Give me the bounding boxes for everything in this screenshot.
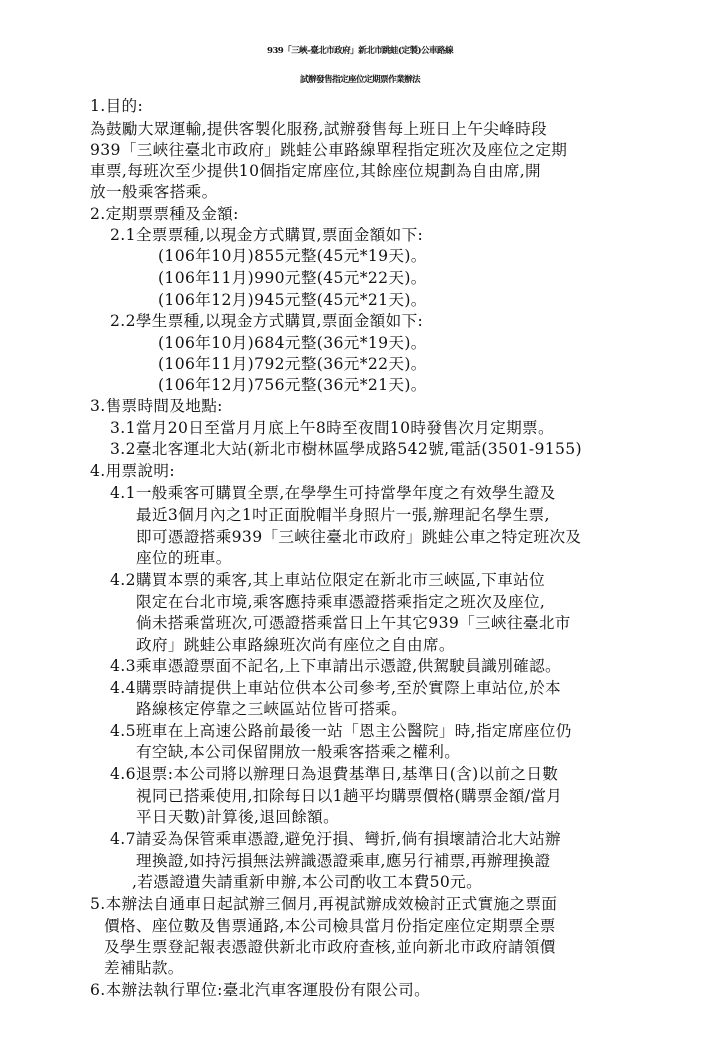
body-line: 差補貼款。	[104, 959, 184, 977]
subsection-3-1: 3.1當月20日至當月月底上午8時至夜間10時發售次月定期票。	[110, 419, 554, 437]
section-3-heading: 3.售票時間及地點:	[90, 397, 223, 415]
body-line: 939「三峽往臺北市政府」跳蛙公車路線單程指定班次及座位之定期	[90, 141, 568, 159]
document-title-line-1: 939「三峽-臺北市政府」新北市跳蛙(定製)公車路線	[267, 46, 453, 56]
body-line: 座位的班車。	[136, 549, 232, 567]
subsection-3-2: 3.2臺北客運北大站(新北市樹林區學成路542號,電話(3501-9155)	[110, 440, 582, 458]
body-line: 價格、座位數及售票通路,本公司檢具當月份指定座位定期票全票	[104, 917, 556, 935]
body-line: 路線核定停靠之三峽區站位皆可搭乘。	[136, 700, 408, 718]
body-line: 放一般乘客搭乘。	[90, 183, 218, 201]
subsection-2-2: 2.2學生票種,以現金方式購買,票面金額如下:	[110, 312, 424, 330]
body-line: 最近3個月內之1吋正面脫帽半身照片一張,辦理記名學生票,	[136, 506, 550, 524]
document-title-line-2: 試辦發售指定座位定期票作業辦法	[300, 75, 420, 85]
section-1-heading: 1.目的:	[90, 97, 144, 115]
body-line: 倘未搭乘當班次,可憑證搭乘當日上午其它939「三峽往臺北市	[136, 614, 571, 632]
fare-item: (106年12月)945元整(45元*21天)。	[158, 291, 427, 309]
section-2-heading: 2.定期票票種及金額:	[90, 205, 239, 223]
fare-item: (106年12月)756元整(36元*21天)。	[158, 376, 427, 394]
subsection-4-7: 4.7請妥為保管乘車憑證,避免汙損、彎折,倘有損壞請洽北大站辦	[110, 830, 562, 848]
section-5-heading: 5.本辦法自通車日起試辦三個月,再視試辦成效檢討正式實施之票面	[90, 895, 558, 913]
body-line: 為鼓勵大眾運輸,提供客製化服務,試辦發售每上班日上午尖峰時段	[90, 120, 548, 138]
subsection-4-3: 4.3乘車憑證票面不記名,上下車請出示憑證,供駕駛員識別確認。	[110, 657, 562, 675]
body-line: 有空缺,本公司保留開放一般乘客搭乘之權利。	[136, 743, 461, 761]
fare-item: (106年10月)684元整(36元*19天)。	[158, 334, 427, 352]
body-line: 及學生票登記報表憑證供新北市政府查核,並向新北市政府請領價	[104, 938, 556, 956]
body-line: 平日天數)計算後,退回餘額。	[136, 808, 340, 826]
body-line: 視同已搭乘使用,扣除每日以1趟平均購票價格(購票金額/當月	[136, 787, 563, 805]
subsection-2-1: 2.1全票票種,以現金方式購買,票面金額如下:	[110, 226, 424, 244]
fare-item: (106年11月)990元整(45元*22天)。	[158, 269, 427, 287]
subsection-4-1: 4.1一般乘客可購買全票,在學學生可持當學年度之有效學生證及	[110, 484, 556, 502]
section-6-heading: 6.本辦法執行單位:臺北汽車客運股份有限公司。	[90, 981, 431, 999]
subsection-4-6: 4.6退票:本公司將以辦理日為退費基準日,基準日(含)以前之日數	[110, 765, 559, 783]
fare-item: (106年11月)792元整(36元*22天)。	[158, 355, 427, 373]
body-line: 即可憑證搭乘939「三峽往臺北市政府」跳蛙公車之特定班次及	[136, 528, 582, 546]
section-4-heading: 4.用票說明:	[90, 462, 175, 480]
body-line: 限定在台北市境,乘客應持乘車憑證搭乘指定之班次及座位,	[136, 593, 546, 611]
body-line: 理換證,如持污損無法辨識憑證乘車,應另行補票,再辦理換證	[136, 852, 551, 870]
subsection-4-2: 4.2購買本票的乘客,其上車站位限定在新北市三峽區,下車站位	[110, 571, 546, 589]
body-line: 政府」跳蛙公車路線班次尚有座位之自由席。	[136, 636, 455, 654]
body-line: 車票,每班次至少提供10個指定席座位,其餘座位規劃為自由席,開	[90, 162, 542, 180]
subsection-4-5: 4.5班車在上高速公路前最後一站「恩主公醫院」時,指定席座位仍	[110, 722, 572, 740]
subsection-4-4: 4.4購票時請提供上車站位供本公司參考,至於實際上車站位,於本	[110, 679, 562, 697]
fare-item: (106年10月)855元整(45元*19天)。	[158, 247, 427, 265]
body-line: ,若憑證遺失請重新申辦,本公司酌收工本費50元。	[132, 873, 483, 891]
